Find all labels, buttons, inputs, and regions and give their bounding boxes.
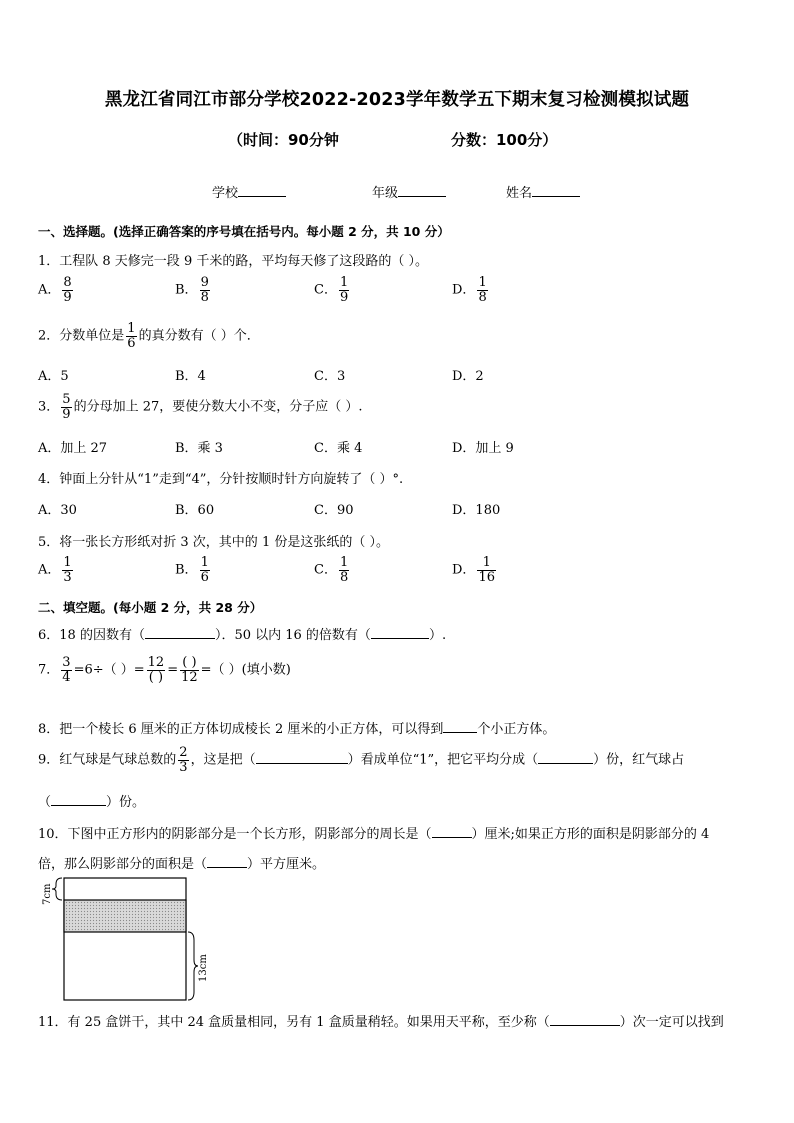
question-9-line2: （ ）份。	[38, 795, 146, 810]
brace-13cm	[188, 932, 198, 1000]
outer-square	[64, 878, 186, 1000]
label-13cm: 13cm	[198, 954, 209, 982]
question-1: 1．工程队 8 天修完一段 9 千米的路，平均每天修了这段路的（ ）。	[38, 254, 428, 269]
question-11: 11．有 25 盒饼干，其中 24 盒质量相同，另有 1 盒质量稍轻。如果用天平称，至少称（ ）次一定可以找到	[38, 1015, 724, 1030]
q4-option-a: A．30	[38, 503, 77, 518]
q5-option-d: D． $\frac{1}{16}$	[452, 555, 495, 585]
q5-option-b: B． $\frac{1}{6}$	[175, 555, 209, 585]
question-7: 7． $\frac{3}{4}$ =6÷（ ）= $\frac{12}{( )}$ = $\frac{( )}{12}$ =（ ）(填小数)	[38, 655, 291, 685]
q5-option-c: C． $\frac{1}{8}$	[314, 555, 349, 585]
question-3: 3． $\frac{5}{9}$ 的分母加上 27，要使分数大小不变，分子应（ ）.	[38, 392, 363, 422]
q1-option-a: A． $\frac{8}{9}$	[38, 275, 72, 305]
name-field: 姓名	[506, 182, 580, 201]
q5-option-a: A． $\frac{1}{3}$	[38, 555, 72, 585]
question-2: 2．分数单位是 $\frac{1}{6}$ 的真分数有（ ）个．	[38, 321, 260, 351]
q1-option-b: B． $\frac{9}{8}$	[175, 275, 209, 305]
section-choice-heading: 一、选择题。(选择正确答案的序号填在括号内。每小题 2 分，共 10 分）	[38, 224, 450, 239]
brace-7cm	[52, 878, 62, 900]
label-7cm: 7cm	[42, 883, 53, 905]
question-10-line2: 倍，那么阴影部分的面积是（ ）平方厘米。	[38, 857, 326, 872]
exam-time: （时间：90分钟	[228, 131, 339, 149]
section-fill-heading: 二、填空题。(每小题 2 分，共 28 分）	[38, 600, 263, 615]
question-9: 9．红气球是气球总数的 $\frac{2}{3}$ ，这是把（ ）看成单位“1”，把它平均分成（ ）份，红气球占	[38, 745, 685, 775]
q2-option-a: A．5	[38, 369, 69, 384]
shaded-rectangle	[64, 900, 186, 932]
q1-option-c: C． $\frac{1}{9}$	[314, 275, 349, 305]
school-field: 学校	[212, 182, 286, 201]
q2-option-b: B．4	[175, 369, 206, 384]
q4-option-d: D．180	[452, 503, 501, 518]
q2-option-d: D．2	[452, 369, 484, 384]
page-title: 黑龙江省同江市部分学校2022-2023学年数学五下期末复习检测模拟试题	[104, 90, 690, 110]
grade-field: 年级	[372, 182, 446, 201]
q4-option-c: C．90	[314, 503, 354, 518]
q3-option-b: B．乘 3	[175, 441, 223, 456]
q3-option-d: D．加上 9	[452, 441, 514, 456]
q10-square-figure	[38, 874, 213, 1004]
q3-option-a: A．加上 27	[38, 441, 108, 456]
question-6: 6．18 的因数有（ ）．50 以内 16 的倍数有（ ）.	[38, 628, 447, 643]
q2-option-c: C．3	[314, 369, 346, 384]
question-10: 10．下图中正方形内的阴影部分是一个长方形，阴影部分的周长是（ ）厘米;如果正方形的面积是阴影部分的 4	[38, 827, 710, 842]
question-5: 5．将一张长方形纸对折 3 次，其中的 1 份是这张纸的（ ）。	[38, 535, 389, 550]
question-4: 4．钟面上分针从“1”走到“4”，分针按顺时针方向旋转了（ ）°.	[38, 472, 404, 487]
question-8: 8．把一个棱长 6 厘米的正方体切成棱长 2 厘米的小正方体，可以得到 个小正方体。	[38, 722, 556, 737]
exam-score: 分数：100分）	[451, 131, 558, 149]
q1-option-d: D． $\frac{1}{8}$	[452, 275, 487, 305]
q3-option-c: C．乘 4	[314, 441, 363, 456]
q4-option-b: B．60	[175, 503, 215, 518]
